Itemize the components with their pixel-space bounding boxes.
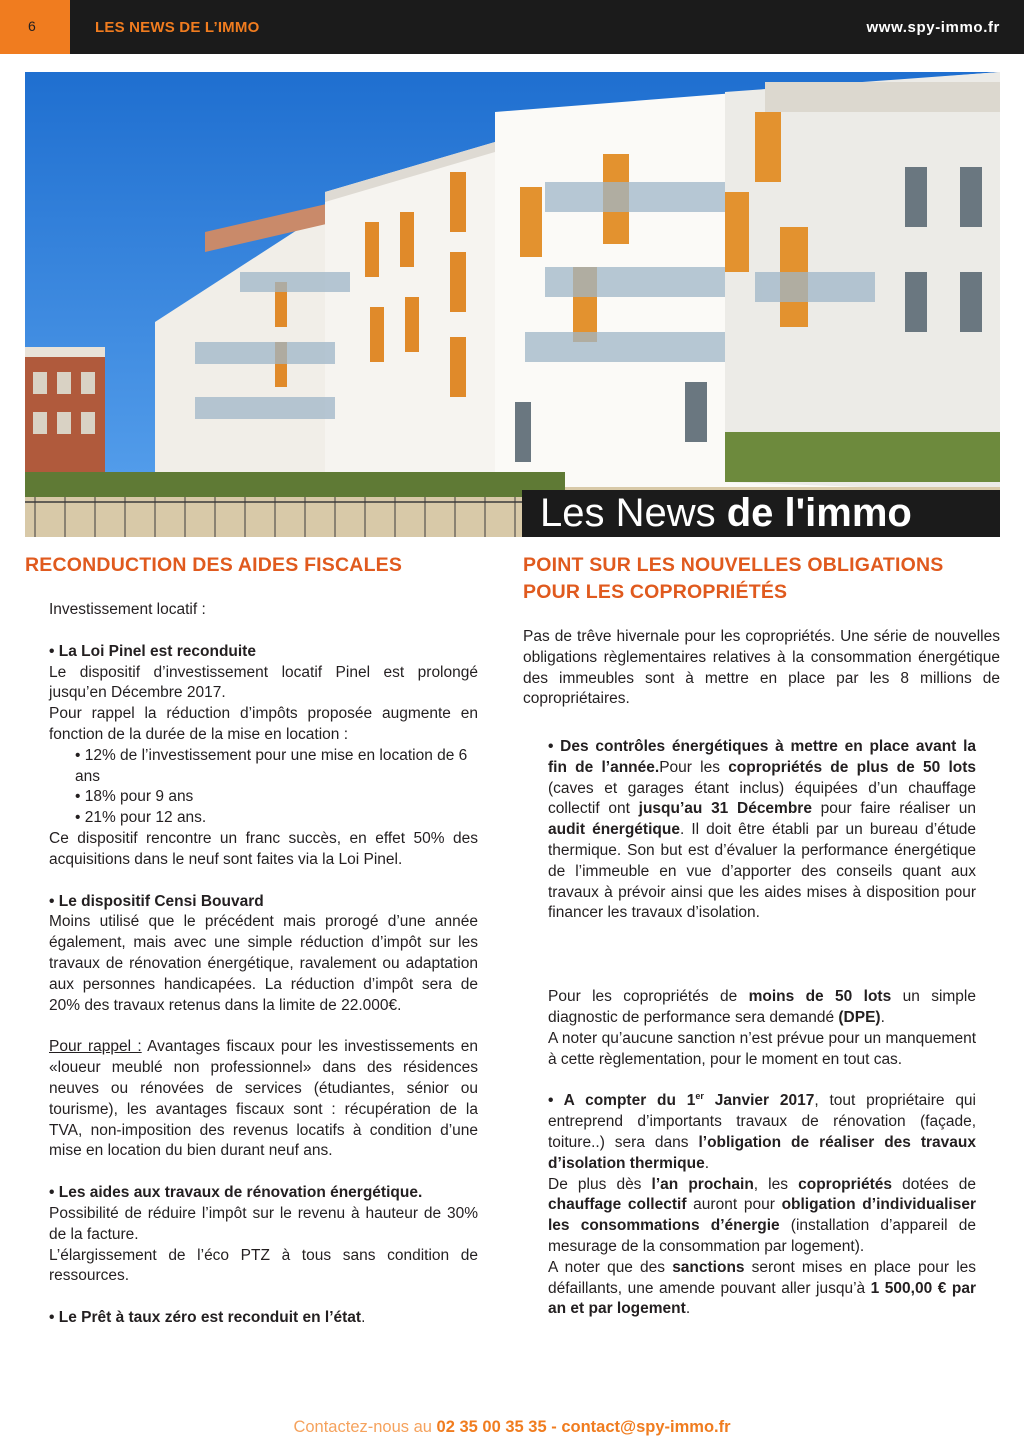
aides-text-1: Possibilité de réduire l’impôt sur le revenu à hauteur de 30% de la facture.: [49, 1204, 478, 1243]
censi-text: Moins utilisé que le précédent mais prorogé d’une année également, mais avec une simple réduction d’impôt sur les travaux de rénovation énergétique, ravalement ou adaptation aux personnes handicapées. La réduction d’impôt sera de 20% des travaux retenus dans la limite de 22.000€.: [49, 913, 478, 1014]
p2-text-4: A noter qu’aucune sanction n’est prévue pour un manquement à cette règlementation, pour le moment en tout cas.: [548, 1029, 976, 1068]
aides-heading: • Les aides aux travaux de rénovation énergétique.: [49, 1184, 423, 1202]
audit-heading: • Des contrôles énergétiques à mettre en place avant la fin de l’année.: [548, 738, 976, 776]
footer-contact: [0, 1418, 1024, 1437]
p3-sup: er: [695, 1091, 704, 1102]
p2-bold-1: moins de 50 lots: [748, 988, 892, 1006]
pinel-bullet-1: • 12% de l’investissement pour une mise en location de 6 ans: [75, 746, 468, 785]
p5-text-1: A noter que des: [548, 1258, 673, 1276]
p4-text-1: De plus dès: [548, 1175, 652, 1193]
intro-text: Investissement locatif :: [49, 601, 206, 618]
building-photo: [25, 72, 1000, 537]
p1-text-2: (caves et garages étant inclus) équipées d’un chauffage collectif ont: [548, 779, 976, 818]
p1-bold-4: audit énergétique: [548, 821, 680, 839]
p4-bold-1: l’an prochain: [651, 1175, 754, 1193]
p4-bold-3: chauffage collectif: [548, 1196, 687, 1214]
right-column-title: [523, 552, 1003, 606]
right-column-text: [548, 737, 976, 1320]
p5-text-2: seront mises en place pour les défaillants, une amende pouvant aller jusqu’à: [548, 1258, 977, 1297]
header-bar: [0, 0, 1024, 54]
ptz-end: .: [361, 1309, 366, 1327]
p1-text-1: Pour les: [659, 758, 729, 776]
website-url[interactable]: www.spy-immo.fr: [866, 19, 1000, 36]
p2-text-3: .: [880, 1008, 885, 1026]
p5-bold-2: 1 500,00 € par an et par logement: [548, 1279, 976, 1318]
p3-text-2: .: [704, 1154, 710, 1172]
pinel-text-1: Le dispositif d’investissement locatif Pinel est prolongé jusqu’en Décembre 2017.: [49, 663, 478, 702]
section-title: LES NEWS DE L’IMMO: [95, 19, 260, 36]
banner-bold-text: de l'immo: [726, 491, 912, 535]
p5-text-3: .: [685, 1300, 691, 1318]
p3-bold-3: l’obligation de réaliser des travaux d’isolation thermique: [548, 1133, 976, 1172]
rappel-text: Avantages fiscaux pour les investissements en «loueur meublé non professionnel» dans des résidences neuves ou rénovées de services (étudiantes, sénior ou tourisme), les avantages fiscaux sont : récupération de la TVA, non-imposition des revenus locatifs à condition d’une mise en location du bien durant neuf ans.: [49, 1038, 479, 1160]
p3-bold-1: • A compter du 1: [548, 1092, 696, 1110]
p4-text-2: , les: [753, 1175, 799, 1193]
pinel-text-3: Ce dispositif rencontre un franc succès, en effet 50% des acquisitions dans le neuf sont faites via la Loi Pinel.: [49, 829, 478, 868]
p2-bold-2: (DPE): [838, 1008, 881, 1026]
pinel-heading: • La Loi Pinel est reconduite: [49, 642, 256, 660]
right-title-line-1: POINT SUR LES NOUVELLES OBLIGATIONS: [523, 554, 944, 576]
p2-text-2: un simple diagnostic de performance sera demandé: [548, 988, 976, 1026]
pinel-bullet-3: • 21% pour 12 ans.: [75, 809, 207, 827]
p3-bold-2: Janvier 2017: [703, 1092, 815, 1110]
pinel-bullet-2: • 18% pour 9 ans: [75, 788, 194, 806]
pinel-text-2: Pour rappel la réduction d’impôts proposée augmente en fonction de la durée de la mise en location :: [49, 705, 478, 743]
aides-text-2: L’élargissement de l’éco PTZ à tous sans condition de ressources.: [49, 1246, 478, 1285]
p4-bold-2: copropriétés: [798, 1175, 892, 1193]
footer-email[interactable]: contact@spy-immo.fr: [561, 1418, 731, 1436]
p4-text-4: auront pour: [686, 1196, 782, 1214]
p1-text-4: . Il doit être établi par un bureau d’étude thermique. Son but est d’évaluer la performance énergétique de l’immeuble en vue d’apporter des conseils quant aux travaux à prévoir ainsi que les aides mises à disposition pour financer les travaux d’isolation.: [548, 821, 977, 922]
p2-text-1: Pour les copropriétés de: [548, 988, 749, 1006]
p5-bold-1: sanctions: [672, 1258, 745, 1276]
ptz-heading: • Le Prêt à taux zéro est reconduit en l’état: [49, 1309, 362, 1327]
footer-prefix: Contactez-nous au: [293, 1418, 437, 1436]
censi-heading: • Le dispositif Censi Bouvard: [49, 892, 264, 910]
left-column-title: RECONDUCTION DES AIDES FISCALES: [25, 554, 403, 576]
p3-text-1: , tout propriétaire qui entreprend d’importants travaux de rénovation (façade, toiture..) sera dans: [548, 1092, 976, 1151]
footer-phone[interactable]: 02 35 00 35 35: [436, 1418, 547, 1436]
page-number: 6: [0, 0, 70, 54]
p1-bold-2: copropriétés de plus de 50 lots: [728, 758, 976, 776]
p1-text-3: pour faire réaliser un: [811, 800, 976, 818]
p1-bold-3: jusqu’au 31 Décembre: [638, 800, 812, 818]
footer-separator: -: [546, 1418, 562, 1436]
p4-bold-4: obligation d’individualiser les consommations d’énergie: [548, 1196, 976, 1235]
banner-light-text: Les News: [540, 491, 727, 535]
news-banner: [522, 490, 1000, 537]
right-title-line-2: POUR LES COPROPRIÉTÉS: [523, 581, 788, 603]
left-column-text: [49, 600, 478, 1329]
p4-text-5: (installation d’appareil de mesurage de la consommation par logement).: [548, 1217, 976, 1255]
p4-text-3: dotées de: [892, 1175, 976, 1193]
right-intro: Pas de trêve hivernale pour les copropriétés. Une série de nouvelles obligations règlementaires relatives à la consommation énergétique des immeubles sont à mettre en place par les 8 millions de copropriétaires.: [523, 628, 1000, 708]
rappel-label: Pour rappel :: [49, 1038, 142, 1056]
